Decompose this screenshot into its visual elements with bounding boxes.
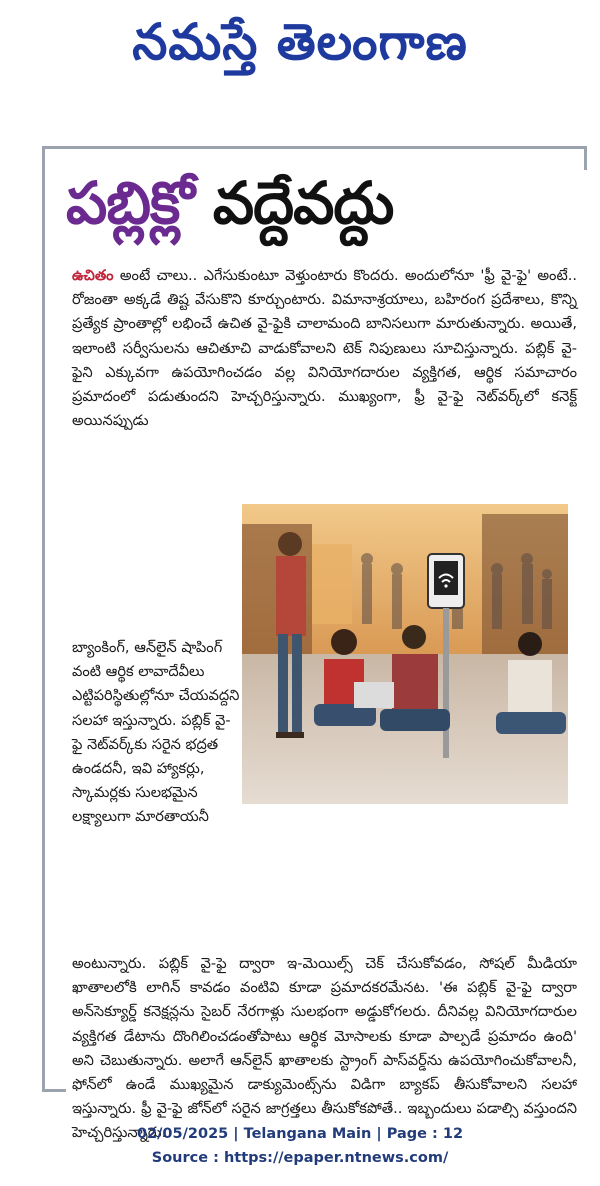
article-headline [66,158,576,248]
headline-accent-word: పబ్లిక్ [66,169,194,237]
page-footer [0,1122,600,1170]
lead-word: ఉచితం [72,267,114,284]
article-border-bottom [42,1089,66,1092]
article-photo [242,504,568,804]
article-border-top [42,146,587,157]
article-paragraph-3: అంటున్నారు. పబ్లిక్ వై-ఫై ద్వారా ఇ-మెయిల్స్ చెక్ చేసుకోవడం, సోషల్ మీడియా ఖాతాలలోకి లాగిన్ కావడం వంటివి కూడా ప్రమాదకరమేనట. 'ఈ పబ్లిక్ వై-ఫై ద్వారా అన్‌సెక్యూర్డ్ కనెక్షన్లను సైబర్ నేరగాళ్లు సులభంగా అడ్డుకోగలరు. దీనివల్ల వినియోగదారుల వ్యక్తిగత డేటాను దొంగిలించడంతోపాటు ఆర్థిక మోసాలకు కూడా పాల్పడే ప్రమాదం ఉంది' అని చెబుతున్నారు. అలాగే ఆన్‌లైన్ ఖాతాలకు స్ట్రాంగ్ పాస్‌వర్డ్‌ను ఉపయోగించుకోవాలనీ, ఫోన్‌లో ఉండే ముఖ్యమైన డాక్యుమెంట్స్‌ను విడిగా బ్యాకప్ తీసుకోవాలని సలహా ఇస్తున్నారు. ఫ్రీ వై-ఫై జోన్‌లో సరైన జాగ్రత్తలు తీసుకోకపోతే.. ఇబ్బందులు పడాల్సి వస్తుందని హెచ్చరిస్తున్నారు. [72,955,577,1142]
edition-info: 02/05/2025 | Telangana Main | Page : 12 [136,1126,464,1142]
article-border-left [42,146,45,1092]
paragraph-1-text: అంటే చాలు.. ఎగేసుకుంటూ వెళ్తుంటారు కొందరు. అందులోనూ 'ఫ్రీ వై-ఫై' అంటే.. రోజంతా అక్కడే తిష్ట వేసుకొని కూర్చుంటారు. విమానాశ్రయాలు, బహిరంగ ప్రదేశాలు, కొన్ని ప్రత్యేక ప్రాంతాల్లో లభించే ఉచిత వై-ఫైకి చాలామంది బానిసలుగా మారుతున్నారు. అయితే, ఇలాంటి సర్వీసులను ఆచితూచి వాడుకోవాలని టెక్ నిపుణులు సూచిస్తున్నారు. పబ్లిక్ వై-ఫైని ఎక్కువగా ఉపయోగించడం వల్ల వినియోగదారుల వ్యక్తిగత, ఆర్థిక సమాచారం ప్రమాదంలో పడుతుందని హెచ్చరిస్తున్నారు. ముఖ్యంగా, ఫ్రీ వై-ఫై నెట్‌వర్క్‌లో కనెక్ట్ అయినప్పుడు [72,267,577,430]
headline-rest: లో వద్దేవద్దు [193,169,394,237]
source-link[interactable]: Source : https://epaper.ntnews.com/ [151,1150,449,1166]
newspaper-masthead: నమస్తే తెలంగాణ [132,13,468,71]
article-paragraph-2: బ్యాంకింగ్, ఆన్‌లైన్ షాపింగ్ వంటి ఆర్థిక లావాదేవీలు ఎట్టిపరిస్థితుల్లోనూ చేయవద్దని సలహా ఇస్తున్నారు. పబ్లిక్ వై-ఫై నెట్‌వర్క్‌కు సరైన భద్రత ఉండదనీ, ఇవి హ్యాకర్లు, స్కామర్లకు సులభమైన లక్ష్యాలుగా మారతాయనీ [72,639,240,826]
article-border-right [584,146,587,170]
